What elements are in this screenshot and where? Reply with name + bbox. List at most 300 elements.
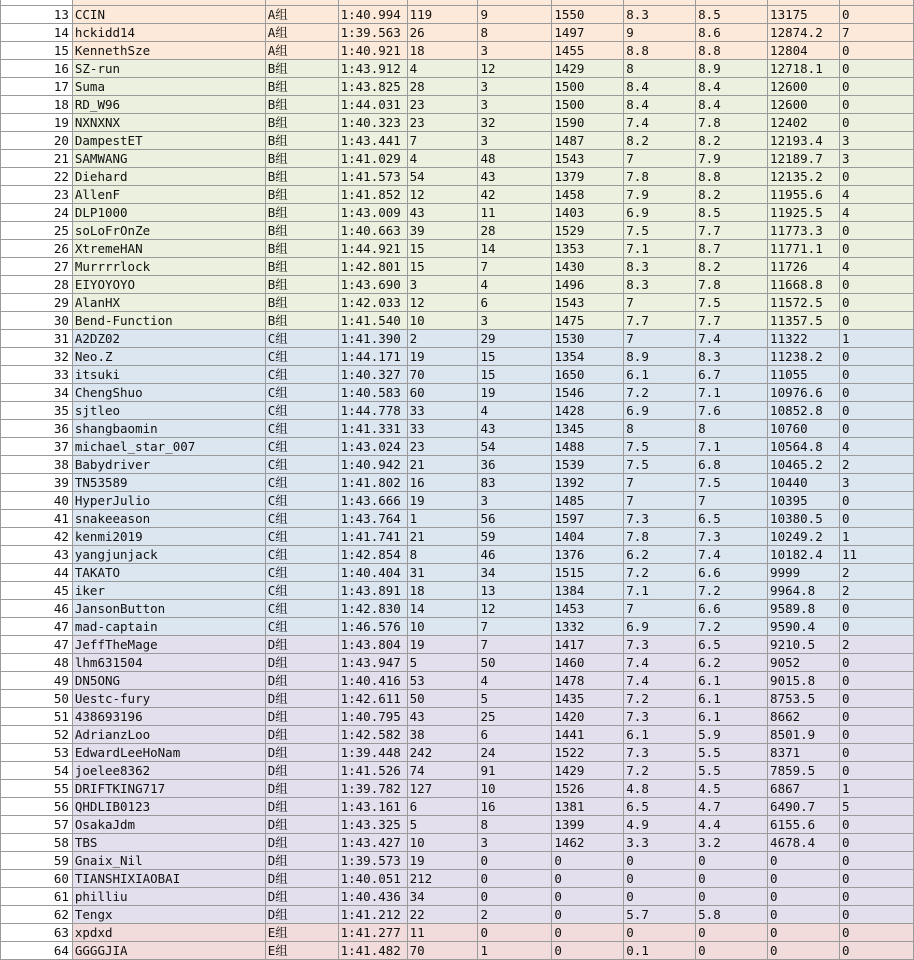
value-cell-b[interactable]: 15 — [478, 348, 552, 366]
value-cell-a[interactable]: 26 — [407, 24, 478, 42]
value-cell-d[interactable]: 7.5 — [624, 438, 696, 456]
value-cell-b[interactable]: 48 — [478, 150, 552, 168]
value-cell-d[interactable]: 7.9 — [624, 186, 696, 204]
value-cell-e[interactable]: 7.7 — [696, 222, 768, 240]
rank-cell[interactable]: 29 — [1, 294, 73, 312]
value-cell-f[interactable]: 0 — [840, 600, 914, 618]
value-cell-e[interactable]: 8.6 — [696, 24, 768, 42]
best-lap-cell[interactable]: 1:40.327 — [338, 366, 407, 384]
value-cell-a[interactable]: 8 — [407, 546, 478, 564]
score-cell[interactable]: 6490.7 — [768, 798, 840, 816]
rank-cell[interactable]: 52 — [1, 726, 73, 744]
player-name-cell[interactable]: yangjunjack — [72, 546, 265, 564]
value-cell-f[interactable]: 0 — [840, 762, 914, 780]
group-cell[interactable]: C组 — [265, 510, 338, 528]
player-name-cell[interactable]: TIANSHIXIAOBAI — [72, 870, 265, 888]
score-cell[interactable]: 6155.6 — [768, 816, 840, 834]
player-name-cell[interactable]: CCIN — [72, 6, 265, 24]
value-cell-e[interactable]: 7 — [696, 492, 768, 510]
rank-cell[interactable]: 33 — [1, 366, 73, 384]
value-cell-b[interactable]: 4 — [478, 402, 552, 420]
value-cell-e[interactable]: 7.4 — [696, 546, 768, 564]
rank-cell[interactable]: 23 — [1, 186, 73, 204]
best-lap-cell[interactable]: 1:40.994 — [338, 6, 407, 24]
value-cell-c[interactable]: 1500 — [552, 78, 624, 96]
value-cell-a[interactable]: 15 — [407, 258, 478, 276]
value-cell-e[interactable]: 4.5 — [696, 780, 768, 798]
score-cell[interactable]: 0 — [768, 888, 840, 906]
value-cell-d[interactable]: 4.9 — [624, 816, 696, 834]
value-cell-c[interactable]: 1546 — [552, 384, 624, 402]
value-cell-d[interactable]: 8.9 — [624, 348, 696, 366]
best-lap-cell[interactable]: 1:40.051 — [338, 870, 407, 888]
value-cell-a[interactable]: 119 — [407, 6, 478, 24]
value-cell-e[interactable]: 8.2 — [696, 132, 768, 150]
value-cell-e[interactable]: 0 — [696, 852, 768, 870]
score-cell[interactable]: 0 — [768, 852, 840, 870]
group-cell[interactable]: D组 — [265, 672, 338, 690]
value-cell-f[interactable]: 0 — [840, 114, 914, 132]
value-cell-d[interactable]: 3.3 — [624, 834, 696, 852]
player-name-cell[interactable]: iker — [72, 582, 265, 600]
rank-cell[interactable]: 54 — [1, 762, 73, 780]
value-cell-f[interactable]: 0 — [840, 276, 914, 294]
value-cell-f[interactable]: 0 — [840, 240, 914, 258]
score-cell[interactable]: 10395 — [768, 492, 840, 510]
value-cell-e[interactable]: 8.5 — [696, 6, 768, 24]
player-name-cell[interactable]: Neo.Z — [72, 348, 265, 366]
rank-cell[interactable]: 47 — [1, 618, 73, 636]
best-lap-cell[interactable]: 1:44.031 — [338, 96, 407, 114]
value-cell-a[interactable]: 31 — [407, 564, 478, 582]
best-lap-cell[interactable]: 1:42.854 — [338, 546, 407, 564]
group-cell[interactable]: C组 — [265, 384, 338, 402]
value-cell-c[interactable]: 1420 — [552, 708, 624, 726]
best-lap-cell[interactable]: 1:46.576 — [338, 618, 407, 636]
best-lap-cell[interactable]: 1:42.830 — [338, 600, 407, 618]
best-lap-cell[interactable]: 1:40.663 — [338, 222, 407, 240]
group-cell[interactable]: C组 — [265, 438, 338, 456]
value-cell-d[interactable]: 7 — [624, 330, 696, 348]
value-cell-b[interactable]: 0 — [478, 924, 552, 942]
group-cell[interactable]: D组 — [265, 762, 338, 780]
value-cell-e[interactable]: 7.2 — [696, 582, 768, 600]
rank-cell[interactable]: 26 — [1, 240, 73, 258]
score-cell[interactable]: 11771.1 — [768, 240, 840, 258]
value-cell-f[interactable]: 0 — [840, 312, 914, 330]
score-cell[interactable]: 10249.2 — [768, 528, 840, 546]
rank-cell[interactable]: 50 — [1, 690, 73, 708]
value-cell-f[interactable]: 0 — [840, 726, 914, 744]
score-cell[interactable]: 8753.5 — [768, 690, 840, 708]
value-cell-e[interactable]: 8.5 — [696, 204, 768, 222]
value-cell-f[interactable]: 4 — [840, 204, 914, 222]
value-cell-d[interactable]: 8.3 — [624, 6, 696, 24]
group-cell[interactable]: D组 — [265, 654, 338, 672]
value-cell-c[interactable]: 0 — [552, 906, 624, 924]
value-cell-b[interactable]: 14 — [478, 240, 552, 258]
rank-cell[interactable]: 19 — [1, 114, 73, 132]
group-cell[interactable]: E组 — [265, 942, 338, 960]
rank-cell[interactable]: 17 — [1, 78, 73, 96]
player-name-cell[interactable]: KennethSze — [72, 42, 265, 60]
value-cell-c[interactable]: 1550 — [552, 6, 624, 24]
best-lap-cell[interactable]: 1:42.582 — [338, 726, 407, 744]
value-cell-c[interactable]: 1429 — [552, 762, 624, 780]
value-cell-d[interactable]: 7.4 — [624, 114, 696, 132]
value-cell-d[interactable]: 7.4 — [624, 654, 696, 672]
best-lap-cell[interactable]: 1:40.795 — [338, 708, 407, 726]
value-cell-a[interactable]: 38 — [407, 726, 478, 744]
value-cell-c[interactable]: 1597 — [552, 510, 624, 528]
rank-cell[interactable]: 30 — [1, 312, 73, 330]
value-cell-c[interactable]: 0 — [552, 888, 624, 906]
value-cell-b[interactable]: 9 — [478, 6, 552, 24]
score-cell[interactable]: 10564.8 — [768, 438, 840, 456]
value-cell-f[interactable]: 2 — [840, 564, 914, 582]
value-cell-e[interactable]: 7.8 — [696, 276, 768, 294]
value-cell-b[interactable]: 42 — [478, 186, 552, 204]
value-cell-f[interactable]: 3 — [840, 474, 914, 492]
value-cell-f[interactable]: 11 — [840, 546, 914, 564]
player-name-cell[interactable]: GGGGJIA — [72, 942, 265, 960]
best-lap-cell[interactable]: 1:40.404 — [338, 564, 407, 582]
value-cell-b[interactable]: 3 — [478, 132, 552, 150]
best-lap-cell[interactable]: 1:42.033 — [338, 294, 407, 312]
value-cell-b[interactable]: 0 — [478, 870, 552, 888]
group-cell[interactable]: C组 — [265, 600, 338, 618]
value-cell-a[interactable]: 5 — [407, 816, 478, 834]
player-name-cell[interactable]: EdwardLeeHoNam — [72, 744, 265, 762]
value-cell-b[interactable]: 8 — [478, 24, 552, 42]
value-cell-f[interactable]: 0 — [840, 618, 914, 636]
player-name-cell[interactable]: HyperJulio — [72, 492, 265, 510]
value-cell-a[interactable]: 18 — [407, 582, 478, 600]
value-cell-b[interactable]: 46 — [478, 546, 552, 564]
player-name-cell[interactable]: DN5ONG — [72, 672, 265, 690]
rank-cell[interactable]: 13 — [1, 6, 73, 24]
best-lap-cell[interactable]: 1:41.277 — [338, 924, 407, 942]
score-cell[interactable]: 9052 — [768, 654, 840, 672]
value-cell-f[interactable]: 0 — [840, 348, 914, 366]
best-lap-cell[interactable]: 1:43.325 — [338, 816, 407, 834]
value-cell-a[interactable]: 19 — [407, 852, 478, 870]
value-cell-f[interactable]: 0 — [840, 654, 914, 672]
value-cell-d[interactable]: 7.3 — [624, 510, 696, 528]
player-name-cell[interactable]: RD_W96 — [72, 96, 265, 114]
value-cell-e[interactable]: 5.5 — [696, 744, 768, 762]
rank-cell[interactable]: 58 — [1, 834, 73, 852]
value-cell-b[interactable]: 15 — [478, 366, 552, 384]
value-cell-c[interactable]: 1460 — [552, 654, 624, 672]
score-cell[interactable]: 11357.5 — [768, 312, 840, 330]
rank-cell[interactable]: 21 — [1, 150, 73, 168]
value-cell-f[interactable]: 0 — [840, 708, 914, 726]
player-name-cell[interactable]: lhm631504 — [72, 654, 265, 672]
value-cell-e[interactable]: 5.5 — [696, 762, 768, 780]
value-cell-c[interactable]: 1379 — [552, 168, 624, 186]
score-cell[interactable]: 10976.6 — [768, 384, 840, 402]
value-cell-a[interactable]: 10 — [407, 834, 478, 852]
best-lap-cell[interactable]: 1:41.741 — [338, 528, 407, 546]
value-cell-d[interactable]: 6.5 — [624, 798, 696, 816]
value-cell-e[interactable]: 8.7 — [696, 240, 768, 258]
rank-cell[interactable]: 64 — [1, 942, 73, 960]
value-cell-f[interactable]: 1 — [840, 780, 914, 798]
value-cell-b[interactable]: 7 — [478, 636, 552, 654]
value-cell-e[interactable]: 4.7 — [696, 798, 768, 816]
player-name-cell[interactable]: TN53589 — [72, 474, 265, 492]
group-cell[interactable]: B组 — [265, 186, 338, 204]
player-name-cell[interactable]: AlanHX — [72, 294, 265, 312]
score-cell[interactable]: 0 — [768, 924, 840, 942]
value-cell-c[interactable]: 1462 — [552, 834, 624, 852]
score-cell[interactable]: 12193.4 — [768, 132, 840, 150]
best-lap-cell[interactable]: 1:43.009 — [338, 204, 407, 222]
best-lap-cell[interactable]: 1:40.921 — [338, 42, 407, 60]
best-lap-cell[interactable]: 1:42.611 — [338, 690, 407, 708]
value-cell-a[interactable]: 6 — [407, 798, 478, 816]
rank-cell[interactable]: 27 — [1, 258, 73, 276]
value-cell-b[interactable]: 12 — [478, 60, 552, 78]
value-cell-f[interactable]: 0 — [840, 852, 914, 870]
value-cell-e[interactable]: 6.1 — [696, 672, 768, 690]
value-cell-e[interactable]: 8.3 — [696, 348, 768, 366]
value-cell-f[interactable]: 0 — [840, 870, 914, 888]
value-cell-d[interactable]: 7.8 — [624, 168, 696, 186]
value-cell-a[interactable]: 5 — [407, 654, 478, 672]
value-cell-c[interactable]: 1345 — [552, 420, 624, 438]
value-cell-c[interactable]: 1526 — [552, 780, 624, 798]
value-cell-a[interactable]: 16 — [407, 474, 478, 492]
value-cell-c[interactable]: 1539 — [552, 456, 624, 474]
value-cell-c[interactable]: 1650 — [552, 366, 624, 384]
group-cell[interactable]: A组 — [265, 6, 338, 24]
rank-cell[interactable]: 60 — [1, 870, 73, 888]
value-cell-b[interactable]: 3 — [478, 834, 552, 852]
value-cell-d[interactable]: 6.9 — [624, 618, 696, 636]
rank-cell[interactable]: 39 — [1, 474, 73, 492]
player-name-cell[interactable]: JansonButton — [72, 600, 265, 618]
value-cell-a[interactable]: 10 — [407, 618, 478, 636]
group-cell[interactable]: C组 — [265, 546, 338, 564]
value-cell-f[interactable]: 0 — [840, 42, 914, 60]
value-cell-c[interactable]: 1354 — [552, 348, 624, 366]
best-lap-cell[interactable]: 1:41.029 — [338, 150, 407, 168]
value-cell-f[interactable]: 4 — [840, 186, 914, 204]
value-cell-f[interactable]: 0 — [840, 672, 914, 690]
group-cell[interactable]: B组 — [265, 294, 338, 312]
value-cell-d[interactable]: 8 — [624, 420, 696, 438]
value-cell-a[interactable]: 11 — [407, 924, 478, 942]
player-name-cell[interactable]: itsuki — [72, 366, 265, 384]
rank-cell[interactable]: 24 — [1, 204, 73, 222]
value-cell-d[interactable]: 0.1 — [624, 942, 696, 960]
value-cell-e[interactable]: 6.5 — [696, 636, 768, 654]
rank-cell[interactable]: 63 — [1, 924, 73, 942]
value-cell-b[interactable]: 24 — [478, 744, 552, 762]
best-lap-cell[interactable]: 1:41.802 — [338, 474, 407, 492]
score-cell[interactable]: 11322 — [768, 330, 840, 348]
value-cell-e[interactable]: 8 — [696, 420, 768, 438]
value-cell-b[interactable]: 3 — [478, 312, 552, 330]
value-cell-d[interactable]: 6.9 — [624, 402, 696, 420]
player-name-cell[interactable]: Murrrrlock — [72, 258, 265, 276]
best-lap-cell[interactable]: 1:43.764 — [338, 510, 407, 528]
score-cell[interactable]: 8371 — [768, 744, 840, 762]
rank-cell[interactable]: 51 — [1, 708, 73, 726]
value-cell-b[interactable]: 11 — [478, 204, 552, 222]
value-cell-e[interactable]: 8.2 — [696, 258, 768, 276]
value-cell-c[interactable]: 1590 — [552, 114, 624, 132]
value-cell-f[interactable]: 2 — [840, 582, 914, 600]
value-cell-a[interactable]: 18 — [407, 42, 478, 60]
rank-cell[interactable]: 57 — [1, 816, 73, 834]
player-name-cell[interactable]: QHDLIB0123 — [72, 798, 265, 816]
rank-cell[interactable]: 45 — [1, 582, 73, 600]
score-cell[interactable]: 9590.4 — [768, 618, 840, 636]
player-name-cell[interactable]: 438693196 — [72, 708, 265, 726]
rank-cell[interactable]: 56 — [1, 798, 73, 816]
value-cell-e[interactable]: 6.7 — [696, 366, 768, 384]
value-cell-c[interactable]: 1478 — [552, 672, 624, 690]
value-cell-d[interactable]: 7.2 — [624, 762, 696, 780]
rank-cell[interactable]: 61 — [1, 888, 73, 906]
value-cell-f[interactable]: 0 — [840, 60, 914, 78]
value-cell-f[interactable]: 0 — [840, 888, 914, 906]
value-cell-c[interactable]: 1403 — [552, 204, 624, 222]
value-cell-d[interactable]: 7.1 — [624, 240, 696, 258]
value-cell-a[interactable]: 7 — [407, 132, 478, 150]
best-lap-cell[interactable]: 1:43.427 — [338, 834, 407, 852]
group-cell[interactable]: D组 — [265, 816, 338, 834]
value-cell-b[interactable]: 1 — [478, 942, 552, 960]
value-cell-a[interactable]: 23 — [407, 114, 478, 132]
value-cell-a[interactable]: 43 — [407, 708, 478, 726]
rank-cell[interactable]: 42 — [1, 528, 73, 546]
rank-cell[interactable]: 55 — [1, 780, 73, 798]
best-lap-cell[interactable]: 1:43.891 — [338, 582, 407, 600]
value-cell-e[interactable]: 7.9 — [696, 150, 768, 168]
player-name-cell[interactable]: mad-captain — [72, 618, 265, 636]
best-lap-cell[interactable]: 1:39.448 — [338, 744, 407, 762]
value-cell-a[interactable]: 28 — [407, 78, 478, 96]
value-cell-f[interactable]: 0 — [840, 492, 914, 510]
score-cell[interactable]: 12600 — [768, 78, 840, 96]
rank-cell[interactable]: 35 — [1, 402, 73, 420]
value-cell-a[interactable]: 33 — [407, 402, 478, 420]
group-cell[interactable]: C组 — [265, 528, 338, 546]
rank-cell[interactable]: 62 — [1, 906, 73, 924]
best-lap-cell[interactable]: 1:43.825 — [338, 78, 407, 96]
score-cell[interactable]: 11726 — [768, 258, 840, 276]
value-cell-e[interactable]: 7.1 — [696, 438, 768, 456]
value-cell-a[interactable]: 70 — [407, 366, 478, 384]
score-cell[interactable]: 8662 — [768, 708, 840, 726]
score-cell[interactable]: 12874.2 — [768, 24, 840, 42]
player-name-cell[interactable]: snakeeason — [72, 510, 265, 528]
player-name-cell[interactable]: JeffTheMage — [72, 636, 265, 654]
value-cell-a[interactable]: 12 — [407, 186, 478, 204]
value-cell-f[interactable]: 0 — [840, 942, 914, 960]
value-cell-f[interactable]: 1 — [840, 330, 914, 348]
group-cell[interactable]: B组 — [265, 204, 338, 222]
group-cell[interactable]: C组 — [265, 582, 338, 600]
score-cell[interactable]: 0 — [768, 906, 840, 924]
player-name-cell[interactable]: SAMWANG — [72, 150, 265, 168]
player-name-cell[interactable]: Suma — [72, 78, 265, 96]
value-cell-f[interactable]: 0 — [840, 222, 914, 240]
score-cell[interactable]: 11925.5 — [768, 204, 840, 222]
score-cell[interactable]: 12135.2 — [768, 168, 840, 186]
value-cell-c[interactable]: 1453 — [552, 600, 624, 618]
score-cell[interactable]: 12189.7 — [768, 150, 840, 168]
value-cell-d[interactable]: 8.3 — [624, 276, 696, 294]
group-cell[interactable]: C组 — [265, 330, 338, 348]
value-cell-b[interactable]: 4 — [478, 672, 552, 690]
score-cell[interactable]: 11055 — [768, 366, 840, 384]
player-name-cell[interactable]: Uestc-fury — [72, 690, 265, 708]
value-cell-b[interactable]: 29 — [478, 330, 552, 348]
group-cell[interactable]: A组 — [265, 42, 338, 60]
rank-cell[interactable]: 15 — [1, 42, 73, 60]
value-cell-a[interactable]: 54 — [407, 168, 478, 186]
value-cell-c[interactable]: 1417 — [552, 636, 624, 654]
value-cell-c[interactable]: 1515 — [552, 564, 624, 582]
value-cell-b[interactable]: 16 — [478, 798, 552, 816]
value-cell-a[interactable]: 19 — [407, 348, 478, 366]
value-cell-e[interactable]: 8.4 — [696, 78, 768, 96]
best-lap-cell[interactable]: 1:43.947 — [338, 654, 407, 672]
value-cell-c[interactable]: 0 — [552, 942, 624, 960]
value-cell-d[interactable]: 5.7 — [624, 906, 696, 924]
value-cell-e[interactable]: 0 — [696, 870, 768, 888]
value-cell-d[interactable]: 0 — [624, 852, 696, 870]
score-cell[interactable]: 7859.5 — [768, 762, 840, 780]
value-cell-c[interactable]: 1487 — [552, 132, 624, 150]
score-cell[interactable]: 11238.2 — [768, 348, 840, 366]
value-cell-a[interactable]: 212 — [407, 870, 478, 888]
value-cell-a[interactable]: 1 — [407, 510, 478, 528]
value-cell-a[interactable]: 19 — [407, 636, 478, 654]
value-cell-f[interactable]: 0 — [840, 510, 914, 528]
value-cell-d[interactable]: 7.3 — [624, 636, 696, 654]
value-cell-b[interactable]: 34 — [478, 564, 552, 582]
value-cell-e[interactable]: 7.1 — [696, 384, 768, 402]
value-cell-c[interactable]: 0 — [552, 852, 624, 870]
player-name-cell[interactable]: Diehard — [72, 168, 265, 186]
value-cell-a[interactable]: 10 — [407, 312, 478, 330]
score-cell[interactable]: 10465.2 — [768, 456, 840, 474]
group-cell[interactable]: E组 — [265, 924, 338, 942]
value-cell-e[interactable]: 7.4 — [696, 330, 768, 348]
score-cell[interactable]: 10760 — [768, 420, 840, 438]
player-name-cell[interactable]: TAKATO — [72, 564, 265, 582]
value-cell-a[interactable]: 4 — [407, 60, 478, 78]
value-cell-b[interactable]: 3 — [478, 96, 552, 114]
group-cell[interactable]: D组 — [265, 780, 338, 798]
value-cell-f[interactable]: 3 — [840, 150, 914, 168]
value-cell-d[interactable]: 6.1 — [624, 366, 696, 384]
value-cell-c[interactable]: 1332 — [552, 618, 624, 636]
value-cell-a[interactable]: 33 — [407, 420, 478, 438]
value-cell-a[interactable]: 19 — [407, 492, 478, 510]
rank-cell[interactable]: 59 — [1, 852, 73, 870]
value-cell-f[interactable]: 0 — [840, 690, 914, 708]
group-cell[interactable]: D组 — [265, 870, 338, 888]
value-cell-b[interactable]: 5 — [478, 690, 552, 708]
value-cell-c[interactable]: 1430 — [552, 258, 624, 276]
